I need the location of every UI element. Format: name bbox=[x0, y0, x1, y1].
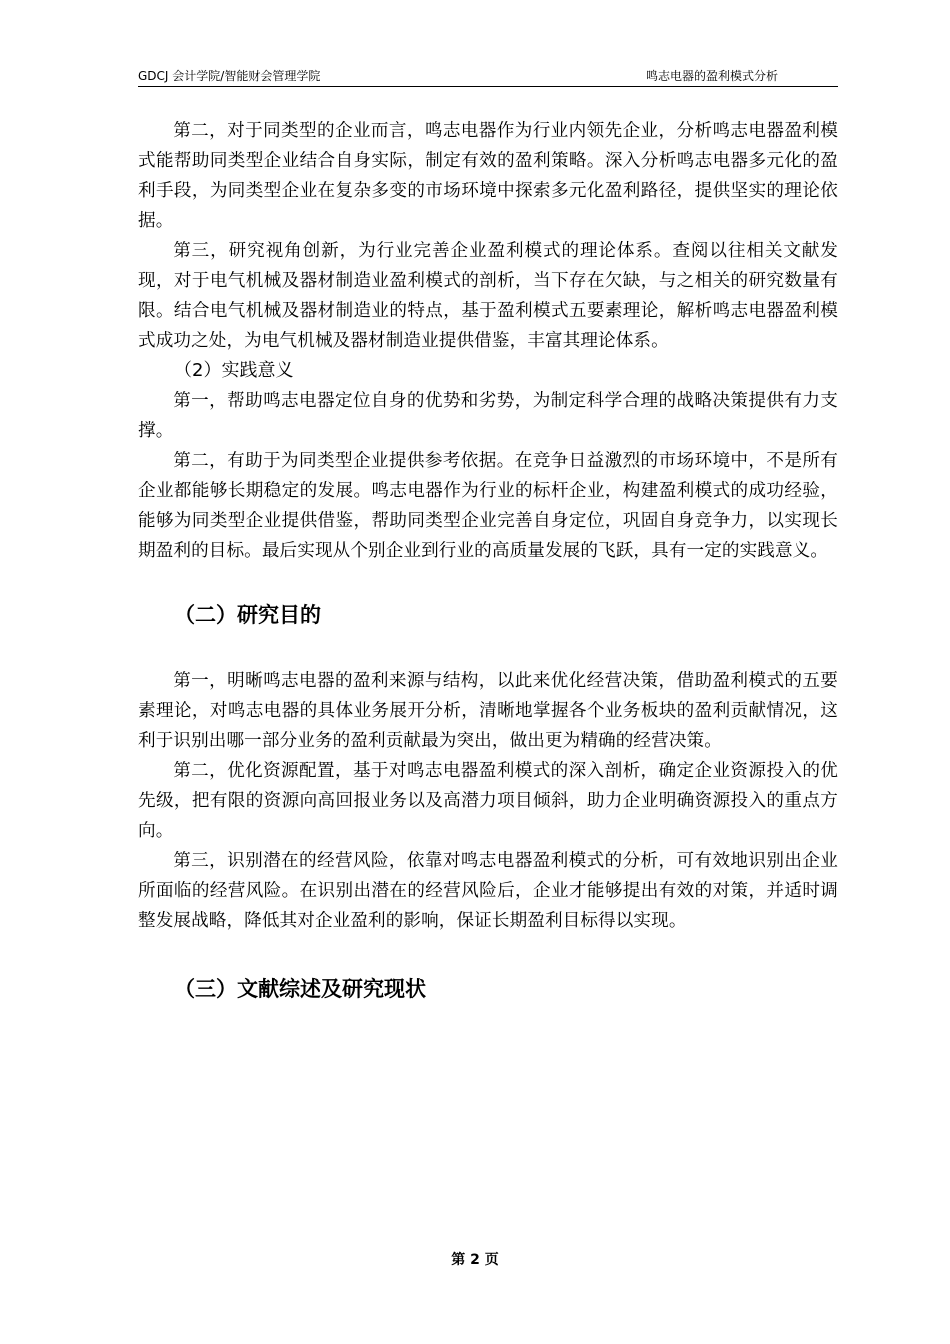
paragraph: 第三，研究视角创新，为行业完善企业盈利模式的理论体系。查阅以往相关文献发现，对于电气机械及器材制造业盈利模式的剖析，当下存在欠缺，与之相关的研究数量有限。结合电气机械及器材制造业的特点，基于盈利模式五要素理论，解析鸣志电器盈利模式成功之处，为电气机械及器材制造业提供借鉴，丰富其理论体系。 bbox=[138, 241, 838, 351]
paragraph: 第二，有助于为同类型企业提供参考依据。在竞争日益激烈的市场环境中，不是所有企业都能够长期稳定的发展。鸣志电器作为行业的标杆企业，构建盈利模式的成功经验，能够为同类型企业提供借鉴，帮助同类型企业完善自身定位，巩固自身竞争力，以实现长期盈利的目标。最后实现从个别企业到行业的高质量发展的飞跃，具有一定的实践意义。 bbox=[138, 451, 838, 561]
page-header bbox=[138, 68, 838, 87]
paragraph: 第二，优化资源配置，基于对鸣志电器盈利模式的深入剖析，确定企业资源投入的优先级，把有限的资源向高回报业务以及高潜力项目倾斜，助力企业明确资源投入的重点方向。 bbox=[138, 761, 838, 841]
paragraph: 第二，对于同类型的企业而言，鸣志电器作为行业内领先企业，分析鸣志电器盈利模式能帮助同类型企业结合自身实际，制定有效的盈利策略。深入分析鸣志电器多元化的盈利手段，为同类型企业在复杂多变的市场环境中探索多元化盈利路径，提供坚实的理论依据。 bbox=[138, 121, 838, 231]
subheading-practical-significance: （2）实践意义 bbox=[174, 360, 294, 381]
paragraph: 第一，明晰鸣志电器的盈利来源与结构，以此来优化经营决策，借助盈利模式的五要素理论，对鸣志电器的具体业务展开分析，清晰地掌握各个业务板块的盈利贡献情况，这利于识别出哪一部分业务的盈利贡献最为突出，做出更为精确的经营决策。 bbox=[138, 671, 838, 751]
paragraph: 第三，识别潜在的经营风险，依靠对鸣志电器盈利模式的分析，可有效地识别出企业所面临的经营风险。在识别出潜在的经营风险后，企业才能够提出有效的对策，并适时调整发展战略，降低其对企业盈利的影响，保证长期盈利目标得以实现。 bbox=[138, 851, 838, 931]
section-heading-research-purpose: （二）研究目的 bbox=[174, 603, 321, 627]
page-number: 第 2 页 bbox=[451, 1252, 499, 1268]
header-institution: GDCJ 会计学院/智能财会管理学院 bbox=[138, 69, 321, 83]
header-title: 鸣志电器的盈利模式分析 bbox=[645, 69, 778, 83]
section-heading-literature-review: （三）文献综述及研究现状 bbox=[174, 977, 426, 1001]
document-body bbox=[138, 116, 838, 1004]
paragraph: 第一，帮助鸣志电器定位自身的优势和劣势，为制定科学合理的战略决策提供有力支撑。 bbox=[138, 391, 838, 441]
